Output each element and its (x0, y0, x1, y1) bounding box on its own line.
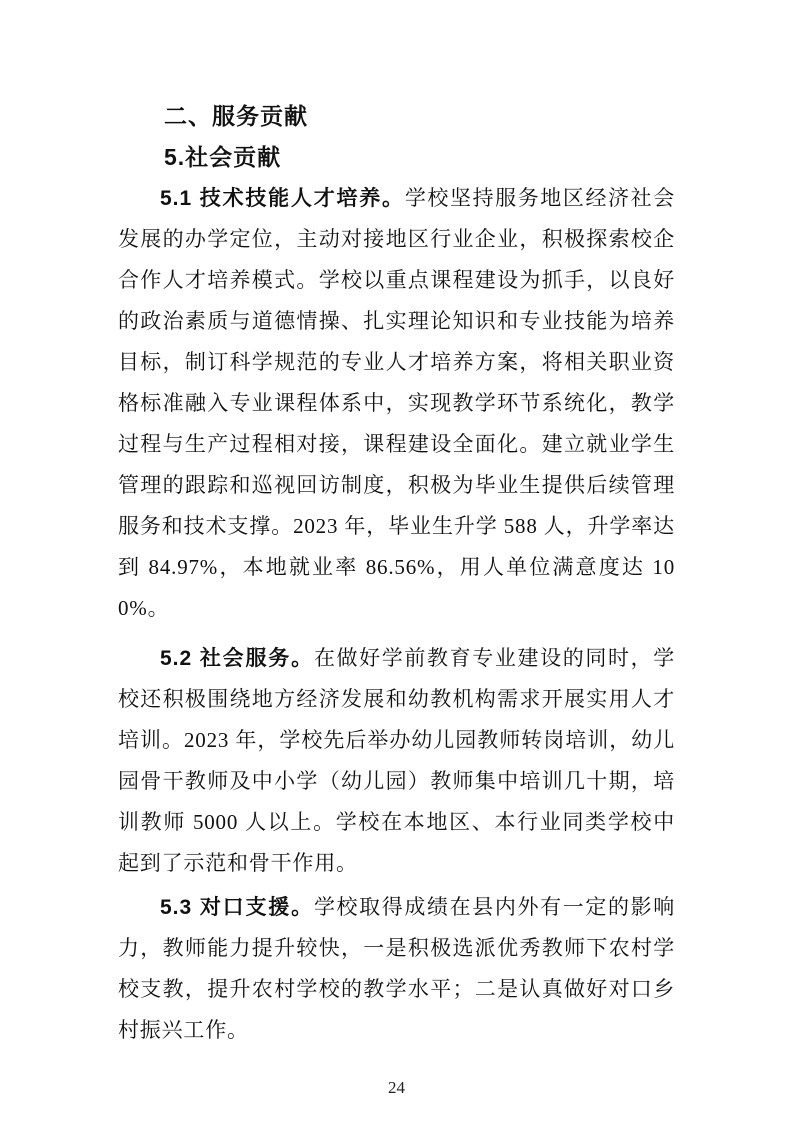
paragraph-counterpart-support-lead: 5.3 对口支援。 (160, 896, 314, 919)
page-number: 24 (388, 1078, 405, 1097)
paragraph-talent-training-lead: 5.1 技术技能人才培养。 (160, 187, 405, 210)
paragraph-social-service-body: 在做好学前教育专业建设的同时，学校还积极围绕地方经济发展和幼教机构需求开展实用人才培训。2023 年，学校先后举办幼儿园教师转岗培训，幼儿园骨干教师及中小学（幼儿园）教师集中培训几十期，培训教师 5000 人以上。学校在本地区、本行业同类学校中起到了示范和骨干作用。 (118, 646, 675, 875)
paragraph-social-service (118, 638, 675, 884)
subsection-heading: 5.社会贡献 (164, 144, 282, 170)
document-content (118, 96, 675, 1051)
paragraph-counterpart-support-body: 学校取得成绩在县内外有一定的影响力，教师能力提升较快，一是积极选派优秀教师下农村学校支教，提升农村学校的教学水平；二是认真做好对口乡村振兴工作。 (118, 895, 675, 1042)
paragraph-talent-training-body: 学校坚持服务地区经济社会发展的办学定位，主动对接地区行业企业，积极探索校企合作人才培养模式。学校以重点课程建设为抓手，以良好的政治素质与道德情操、扎实理论知识和专业技能为培养目标，制订科学规范的专业人才培养方案，将相关职业资格标准融入专业课程体系中，实现教学环节系统化，教学过程与生产过程相对接，课程建设全面化。建立就业学生管理的跟踪和巡视回访制度，积极为毕业生提供后续管理服务和技术支撑。2023 年，毕业生升学 588 人，升学率达到 84.97%，本地就业率 86.56%，用人单位满意度达 100%。 (118, 186, 675, 620)
paragraph-counterpart-support (118, 887, 675, 1051)
paragraph-social-service-lead: 5.2 社会服务。 (160, 647, 314, 670)
section-heading: 二、服务贡献 (164, 103, 308, 129)
paragraph-talent-training (118, 178, 675, 629)
